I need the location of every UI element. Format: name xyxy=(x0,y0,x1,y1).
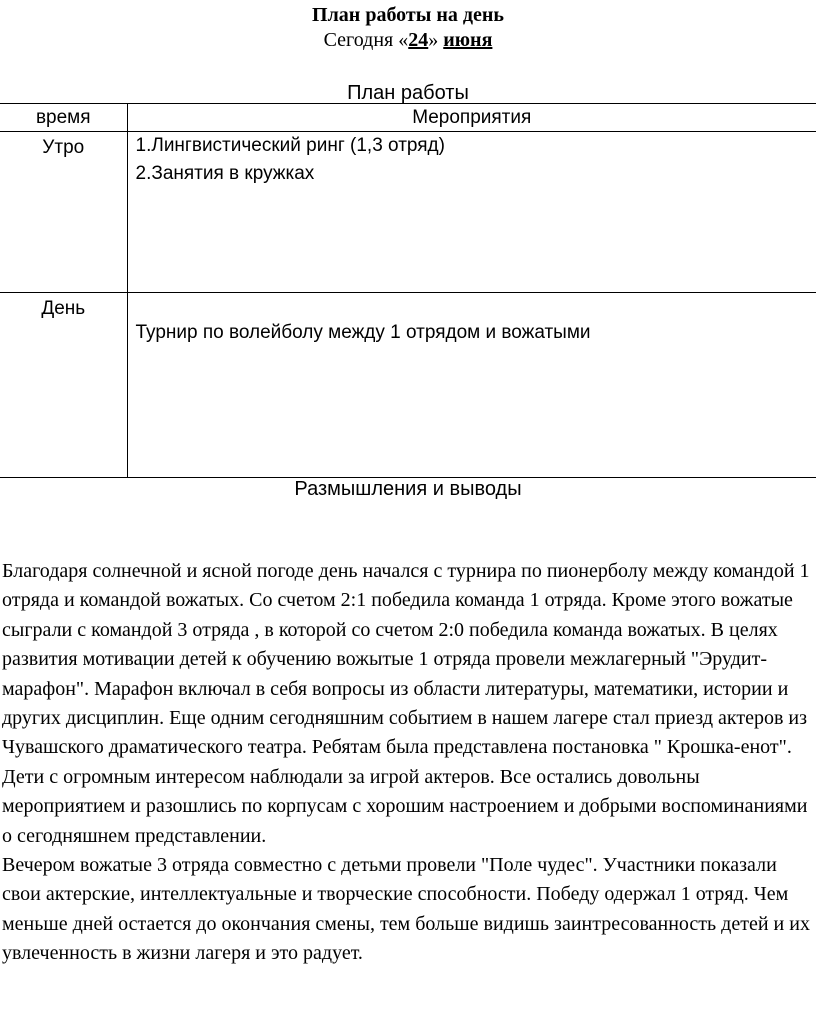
activities-cell-morning xyxy=(127,132,816,293)
reflections-heading: Размышления и выводы xyxy=(294,478,522,500)
time-cell-day: День xyxy=(0,293,127,478)
activity-item: 2.Занятия в кружках xyxy=(135,163,315,184)
date-mid: » xyxy=(428,29,444,51)
plan-label: План работы xyxy=(347,82,469,104)
reflections-body xyxy=(2,557,816,969)
date-prefix: Сегодня « xyxy=(323,29,409,51)
date-day: 24 xyxy=(408,29,429,51)
plan-table xyxy=(0,103,816,478)
activity-item: 1.Лингвистический ринг (1,3 отряд) xyxy=(135,135,445,156)
date-month: июня xyxy=(443,29,493,51)
activities-cell-day xyxy=(127,293,816,478)
activity-item: Турнир по волейболу между 1 отрядом и вожатыми xyxy=(135,322,591,343)
table-header-row xyxy=(0,104,816,132)
page-title: План работы на день xyxy=(312,4,504,26)
reflection-paragraph: Вечером вожатые 3 отряда совместно с детьми провели "Поле чудес". Участники показали свои актерские, интеллектуальные и творческие способности. Победу одержал 1 отряд. Чем меньше дней остается до окончания смены, тем больше видишь заинтресованность детей и их увлеченность в жизни лагеря и это радует. xyxy=(2,854,810,965)
time-cell-morning: Утро xyxy=(0,132,127,293)
date-line xyxy=(0,27,816,53)
reflection-paragraph: Благодаря солнечной и ясной погоде день начался с турнира по пионерболу между командой 1 отряда и командой вожатых. Со счетом 2:1 победила команда 1 отряда. Кроме этого вожатые сыграли с командой 3 отряда , в которой со счетом 2:0 победила команда вожатых. В целях развития мотивации детей к обучению вожытые 1 отряда провели межлагерный "Эрудит-марафон". Марафон включал в себя вопросы из области литературы, математики, истории и других дисциплин. Еще одним сегодняшним событием в нашем лагере стал приезд актеров из Чувашского драматического театра. Ребятам была представлена постановка " Крошка-енот". Дети с огромным интересом наблюдали за игрой актеров. Все остались довольны мероприятием и разошлись по корпусам с хорошим настроением и добрыми воспоминаниями о сегодняшнем представлении. xyxy=(2,560,810,847)
column-header-time: время xyxy=(0,104,127,132)
table-row xyxy=(0,132,816,293)
column-header-activities: Мероприятия xyxy=(127,104,816,132)
table-row xyxy=(0,293,816,478)
